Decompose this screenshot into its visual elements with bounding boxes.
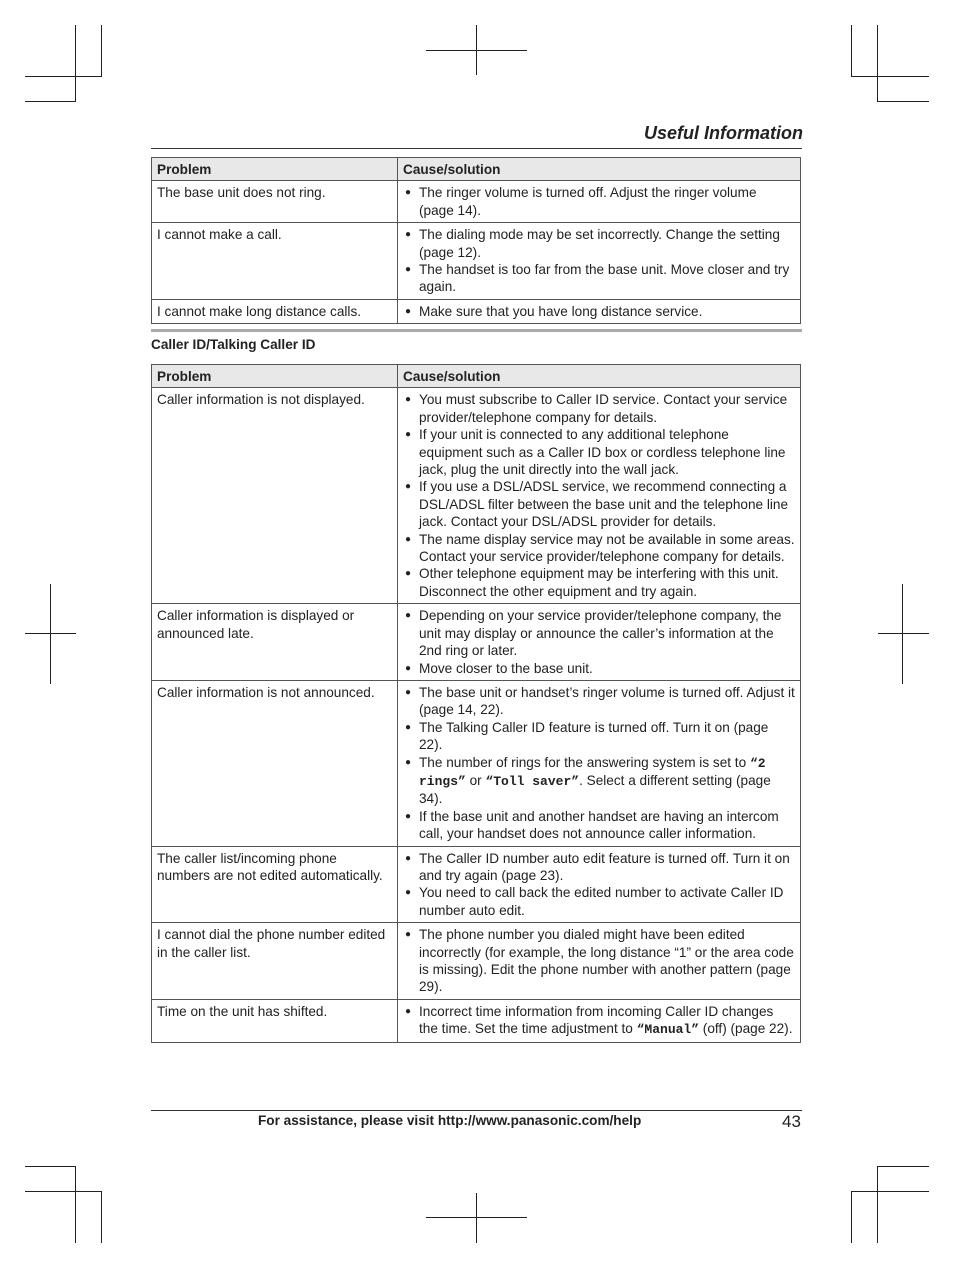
cause-item: ● The phone number you dialed might have been edited incorrectly (for example, the long distance “1” or the area code is missing). Edit the phone number with another pattern (page 29). xyxy=(403,926,795,996)
problem-cell: Caller information is displayed or announced late. xyxy=(152,604,398,681)
cause-item: ● The handset is too far from the base unit. Move closer and try again. xyxy=(403,261,795,296)
cause-item: ● You need to call back the edited number to activate Caller ID number auto edit. xyxy=(403,884,795,919)
cause-item xyxy=(403,1003,795,1039)
cause-text: or xyxy=(465,772,486,788)
header-rule xyxy=(151,148,802,149)
crop-mark xyxy=(25,1166,76,1167)
cause-item: ● The ringer volume is turned off. Adjust the ringer volume (page 14). xyxy=(403,184,795,219)
cause-item: ● If you use a DSL/ADSL service, we recommend connecting a DSL/ADSL filter between the base unit and the telephone line jack. Contact your DSL/ADSL provider for details. xyxy=(403,478,795,530)
column-header-problem: Problem xyxy=(152,158,398,181)
cause-item: ● Move closer to the base unit. xyxy=(403,660,795,677)
cause-item: ● Other telephone equipment may be interfering with this unit. Disconnect the other equipment and try again. xyxy=(403,565,795,600)
table-row xyxy=(152,680,801,846)
crop-mark xyxy=(75,25,76,102)
table-header-row xyxy=(152,158,801,181)
cause-item: ● The dialing mode may be set incorrectly. Change the setting (page 12). xyxy=(403,226,795,261)
section-divider xyxy=(151,329,802,332)
crop-mark xyxy=(101,1191,102,1243)
table-header-row xyxy=(152,365,801,388)
footer-rule xyxy=(151,1110,802,1111)
crop-mark xyxy=(851,1191,852,1243)
crop-mark xyxy=(877,101,929,102)
crop-mark xyxy=(877,1166,878,1243)
cause-item: ● You must subscribe to Caller ID service. Contact your service provider/telephone company for details. xyxy=(403,391,795,426)
crop-mark xyxy=(877,25,878,102)
problem-cell: Caller information is not announced. xyxy=(152,680,398,846)
cause-text: The number of rings for the answering system is set to xyxy=(419,754,750,770)
cause-item: ● The name display service may not be available in some areas. Contact your service provider/telephone company for details. xyxy=(403,531,795,566)
cause-text: (off) (page 22). xyxy=(699,1021,793,1037)
column-header-cause: Cause/solution xyxy=(398,365,801,388)
setting-option-manual: “Manual” xyxy=(636,1022,700,1038)
crop-mark xyxy=(25,101,76,102)
crop-mark xyxy=(877,1166,929,1167)
setting-option-2-rings: “2 rings” xyxy=(419,755,766,789)
registration-mark xyxy=(476,1193,477,1243)
problem-cell: I cannot dial the phone number edited in the caller list. xyxy=(152,923,398,1000)
page-number: 43 xyxy=(782,1112,801,1131)
cause-cell xyxy=(398,680,801,846)
cause-cell xyxy=(398,388,801,604)
cause-cell xyxy=(398,181,801,223)
crop-mark xyxy=(25,76,102,77)
table-row xyxy=(152,223,801,300)
crop-mark xyxy=(851,1191,929,1192)
troubleshooting-table-general xyxy=(151,157,801,324)
table-row xyxy=(152,604,801,681)
setting-option-toll-saver: “Toll saver” xyxy=(485,773,580,789)
cause-cell xyxy=(398,846,801,923)
cause-item: ● Make sure that you have long distance service. xyxy=(403,303,795,320)
column-header-problem: Problem xyxy=(152,365,398,388)
cause-cell xyxy=(398,999,801,1042)
problem-cell: The caller list/incoming phone numbers are not edited automatically. xyxy=(152,846,398,923)
problem-cell: Caller information is not displayed. xyxy=(152,388,398,604)
table-row xyxy=(152,181,801,223)
cause-cell xyxy=(398,223,801,300)
table-row xyxy=(152,999,801,1042)
problem-cell: The base unit does not ring. xyxy=(152,181,398,223)
registration-mark xyxy=(50,584,51,684)
footer-help-text: For assistance, please visit http://www.panasonic.com/help xyxy=(258,1113,642,1128)
cause-item: ● If the base unit and another handset are having an intercom call, your handset does not announce caller information. xyxy=(403,808,795,843)
troubleshooting-table-caller-id xyxy=(151,364,801,1043)
registration-mark xyxy=(476,25,477,75)
crop-mark xyxy=(851,25,852,77)
crop-mark xyxy=(101,25,102,77)
cause-cell xyxy=(398,604,801,681)
problem-cell: Time on the unit has shifted. xyxy=(152,999,398,1042)
cause-cell xyxy=(398,299,801,323)
cause-item: ● The Caller ID number auto edit feature is turned off. Turn it on and try again (page 23). xyxy=(403,850,795,885)
crop-mark xyxy=(75,1166,76,1243)
cause-text: Incorrect time information from incoming Caller ID changes the time. Set the time adjustment to xyxy=(419,1003,774,1037)
cause-text: . Select a different setting (page 34). xyxy=(419,772,771,807)
table-row xyxy=(152,923,801,1000)
cause-item: ● The Talking Caller ID feature is turned off. Turn it on (page 22). xyxy=(403,719,795,754)
problem-cell: I cannot make long distance calls. xyxy=(152,299,398,323)
crop-mark xyxy=(25,1191,102,1192)
cause-cell xyxy=(398,923,801,1000)
cause-item xyxy=(403,754,795,808)
section-title: Useful Information xyxy=(644,123,804,143)
crop-mark xyxy=(851,76,929,77)
table-row xyxy=(152,388,801,604)
table-row xyxy=(152,846,801,923)
cause-item: ● If your unit is connected to any additional telephone equipment such as a Caller ID box or cordless telephone line jack, plug the unit directly into the wall jack. xyxy=(403,426,795,478)
registration-mark xyxy=(878,633,929,634)
cause-item: ● The base unit or handset’s ringer volume is turned off. Adjust it (page 14, 22). xyxy=(403,684,795,719)
table-row xyxy=(152,299,801,323)
subsection-title: Caller ID/Talking Caller ID xyxy=(151,337,316,352)
column-header-cause: Cause/solution xyxy=(398,158,801,181)
registration-mark xyxy=(902,584,903,684)
problem-cell: I cannot make a call. xyxy=(152,223,398,300)
cause-item: ● Depending on your service provider/telephone company, the unit may display or announce the caller’s information at the 2nd ring or later. xyxy=(403,607,795,659)
